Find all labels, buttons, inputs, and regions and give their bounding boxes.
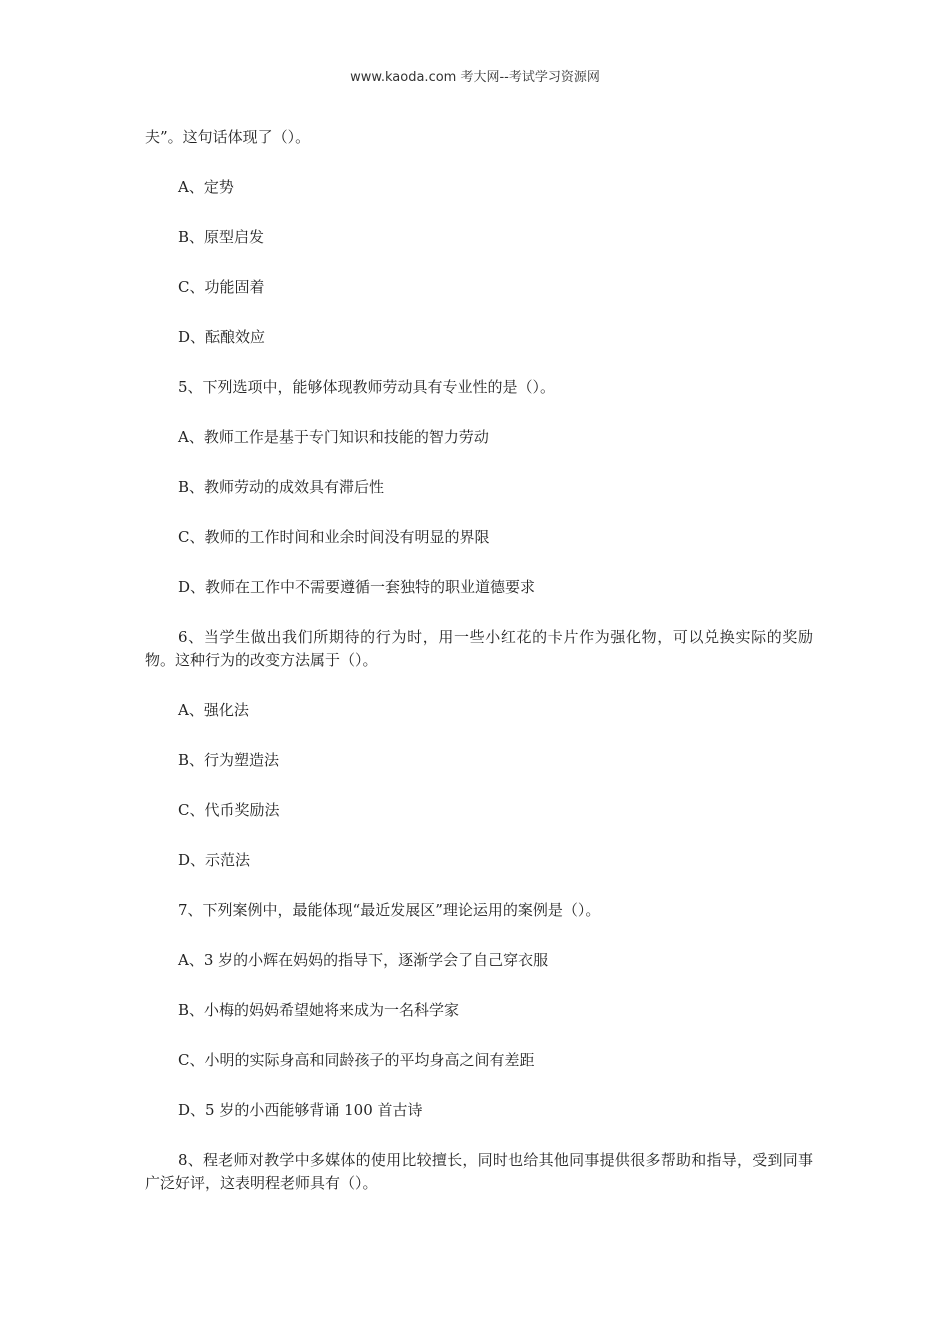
q4-option-a: A、定势: [178, 178, 234, 196]
question-7-stem: 7、下列案例中，最能体现“最近发展区”理论运用的案例是（）。: [178, 901, 601, 919]
q6-option-a: A、强化法: [178, 701, 249, 719]
q6-option-c: C、代币奖励法: [178, 801, 280, 819]
q6-option-d: D、示范法: [178, 851, 251, 869]
q7-option-a: A、3 岁的小辉在妈妈的指导下，逐渐学会了自己穿衣服: [178, 951, 549, 969]
q7-option-b: B、小梅的妈妈希望她将来成为一名科学家: [178, 1001, 460, 1019]
question-8-stem: 8、程老师对教学中多媒体的使用比较擅长，同时也给其他同事提供很多帮助和指导，受到同事广泛好评，这表明程老师具有（）。: [145, 1151, 813, 1192]
q7-option-d: D、5 岁的小西能够背诵 100 首古诗: [178, 1101, 423, 1119]
q5-option-b: B、教师劳动的成效具有滞后性: [178, 478, 385, 496]
q4-option-d: D、酝酿效应: [178, 328, 266, 346]
q5-option-a: A、教师工作是基于专门知识和技能的智力劳动: [178, 428, 489, 446]
q7-option-c: C、小明的实际身高和同龄孩子的平均身高之间有差距: [178, 1051, 535, 1069]
q4-option-c: C、功能固着: [178, 278, 265, 296]
q6-option-b: B、行为塑造法: [178, 751, 280, 769]
q5-option-c: C、教师的工作时间和业余时间没有明显的界限: [178, 528, 490, 546]
q5-option-d: D、教师在工作中不需要遵循一套独特的职业道德要求: [178, 578, 536, 596]
question-5-stem: 5、下列选项中，能够体现教师劳动具有专业性的是（）。: [178, 378, 556, 396]
question-4-stem-tail: 夫”。这句话体现了（）。: [145, 128, 311, 146]
document-body: [145, 126, 813, 1210]
page-header: www.kaoda.com 考大网--考试学习资源网: [350, 70, 600, 85]
q4-option-b: B、原型启发: [178, 228, 265, 246]
question-6-stem: 6、当学生做出我们所期待的行为时，用一些小红花的卡片作为强化物，可以兑换实际的奖励物。这种行为的改变方法属于（）。: [145, 628, 813, 669]
